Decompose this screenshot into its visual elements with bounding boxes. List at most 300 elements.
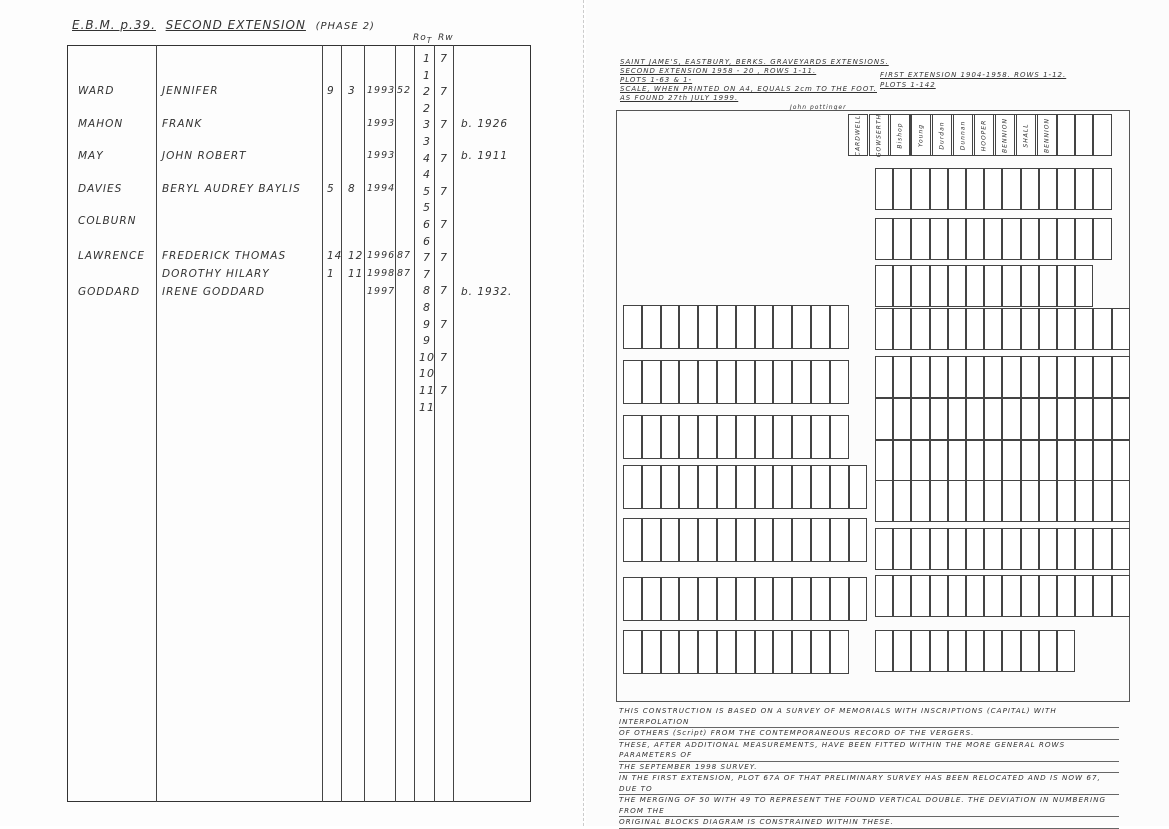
plot <box>984 265 1002 307</box>
entry-col-a: 5 <box>327 183 335 195</box>
entry-col-b: 8 <box>348 183 356 195</box>
plot <box>1112 356 1130 398</box>
plot <box>1075 356 1093 398</box>
plot <box>1093 398 1111 440</box>
plot <box>1093 528 1111 570</box>
plot <box>1112 480 1130 522</box>
entry-surname: WARD <box>78 85 115 97</box>
plot <box>830 305 849 349</box>
row-mark: 7 <box>440 184 448 198</box>
plot <box>984 168 1002 210</box>
row-mark: 7 <box>440 350 448 364</box>
entry-col-a: 9 <box>327 85 335 97</box>
footnote-line: THIS CONSTRUCTION IS BASED ON A SURVEY OF MEMORIALS WITH INSCRIPTIONS (CAPITAL) WITH INTERPOLATION <box>619 706 1119 728</box>
plot <box>679 305 698 349</box>
plan-header-line: John pottinger <box>790 104 847 111</box>
plot <box>966 398 984 440</box>
plot <box>893 168 911 210</box>
plot <box>966 528 984 570</box>
plot <box>948 356 966 398</box>
plot <box>948 398 966 440</box>
plot <box>1057 440 1075 482</box>
plot <box>773 360 792 404</box>
plot <box>966 168 984 210</box>
plot <box>792 518 811 562</box>
plot <box>736 518 755 562</box>
plot <box>717 630 736 674</box>
plot <box>830 465 849 509</box>
entry-col-a: 14 <box>327 250 343 262</box>
plot <box>811 577 830 621</box>
plot <box>642 630 661 674</box>
plot <box>1112 398 1130 440</box>
plot <box>1093 440 1111 482</box>
plot <box>623 305 642 349</box>
plot <box>830 360 849 404</box>
plan-header-line: PLOTS 1-63 & 1- <box>620 76 693 84</box>
plot <box>1057 480 1075 522</box>
plot <box>698 360 717 404</box>
plot <box>1093 356 1111 398</box>
plot <box>792 577 811 621</box>
ledger-phase: (PHASE 2) <box>315 21 375 32</box>
plot <box>1057 308 1075 350</box>
plot <box>875 398 893 440</box>
plot <box>930 168 948 210</box>
plot <box>1021 168 1039 210</box>
plot <box>811 465 830 509</box>
plot <box>984 356 1002 398</box>
column-divider <box>341 45 342 802</box>
plot <box>773 577 792 621</box>
row-number: 9 <box>423 317 431 331</box>
plot <box>1039 480 1057 522</box>
entry-forenames: DOROTHY HILARY <box>162 268 270 280</box>
plot <box>642 415 661 459</box>
row-number: 2 <box>423 101 431 115</box>
plan-footnote <box>619 706 1119 829</box>
plot <box>736 577 755 621</box>
plot <box>893 218 911 260</box>
plot <box>948 480 966 522</box>
row-number: 4 <box>423 168 431 182</box>
plot <box>1057 398 1075 440</box>
plot-name-label: GOWSERTH <box>875 113 883 158</box>
plot <box>773 465 792 509</box>
ledger-reference: E.B.M. p.39. <box>72 18 156 32</box>
plot <box>679 630 698 674</box>
entry-forenames: IRENE GODDARD <box>162 286 265 298</box>
plot <box>911 575 929 617</box>
row-number: 1 <box>423 52 431 65</box>
plot <box>642 360 661 404</box>
plot <box>930 218 948 260</box>
footnote-line: OF OTHERS (Script) FROM THE CONTEMPORANEOUS RECORD OF THE VERGERS. <box>619 728 1119 740</box>
entry-surname: COLBURN <box>78 215 137 227</box>
ledger-heading: SECOND EXTENSION <box>165 18 306 32</box>
row-number: 11 <box>419 400 435 414</box>
plot <box>773 518 792 562</box>
entry-year: 1993 <box>367 118 396 129</box>
plot <box>1112 440 1130 482</box>
plot <box>1093 575 1111 617</box>
plot <box>1002 630 1020 672</box>
plot <box>948 218 966 260</box>
plot <box>966 265 984 307</box>
plot <box>1057 265 1075 307</box>
column-divider <box>156 45 157 802</box>
entry-forenames: FREDERICK THOMAS <box>162 250 287 262</box>
plot <box>755 577 774 621</box>
plot <box>661 630 680 674</box>
plot <box>755 415 774 459</box>
plot <box>1039 265 1057 307</box>
plot <box>948 575 966 617</box>
plot <box>1075 265 1093 307</box>
plot <box>1075 398 1093 440</box>
row-number: 8 <box>423 301 431 314</box>
plot <box>930 480 948 522</box>
entry-forenames: JOHN ROBERT <box>162 150 247 162</box>
plot <box>679 360 698 404</box>
plot <box>642 305 661 349</box>
plot <box>736 360 755 404</box>
plot <box>1075 528 1093 570</box>
plot <box>966 356 984 398</box>
entry-surname: GODDARD <box>78 286 141 298</box>
plot <box>1093 114 1111 156</box>
footnote-line: THE SEPTEMBER 1998 SURVEY. <box>619 762 1119 774</box>
plot <box>930 265 948 307</box>
plot <box>911 398 929 440</box>
plot-name-label: Durdan <box>938 121 946 150</box>
plot <box>698 630 717 674</box>
plot <box>792 305 811 349</box>
plot <box>966 575 984 617</box>
entry-forenames: JENNIFER <box>162 85 219 97</box>
entry-year: 1997 <box>367 286 396 297</box>
plot <box>893 480 911 522</box>
row-number: 6 <box>423 234 431 248</box>
plot <box>930 630 948 672</box>
plot <box>1075 218 1093 260</box>
row-number: 5 <box>423 184 431 198</box>
plot <box>1075 440 1093 482</box>
plot <box>911 168 929 210</box>
plot <box>893 308 911 350</box>
column-divider <box>414 45 415 802</box>
plot <box>1093 218 1111 260</box>
footnote-line: THESE, AFTER ADDITIONAL MEASUREMENTS, HAVE BEEN FITTED WITHIN THE MORE GENERAL ROWS PARAMETERS OF <box>619 740 1119 762</box>
entry-year: 1998 <box>367 268 396 279</box>
plot <box>893 630 911 672</box>
plan-header-line: SAINT JAME'S, EASTBURY, BERKS. GRAVEYARDS EXTENSIONS. <box>620 58 889 66</box>
plot <box>1002 308 1020 350</box>
row-mark: 7 <box>440 52 448 65</box>
plot <box>948 528 966 570</box>
plot <box>773 415 792 459</box>
row-number: 1 <box>423 68 431 82</box>
plot <box>1002 440 1020 482</box>
plot <box>679 415 698 459</box>
plot-name-label: Dunnan <box>959 120 967 151</box>
plot <box>679 518 698 562</box>
plot <box>642 465 661 509</box>
row-mark: 7 <box>440 317 448 331</box>
plot <box>830 518 849 562</box>
plot <box>1002 480 1020 522</box>
row-number: 3 <box>423 135 431 148</box>
plot <box>1021 528 1039 570</box>
plot <box>984 308 1002 350</box>
plot <box>830 415 849 459</box>
plot <box>1057 114 1075 156</box>
row-number: 8 <box>423 284 431 298</box>
column-divider <box>364 45 365 802</box>
plot <box>911 440 929 482</box>
plot <box>1075 575 1093 617</box>
plot <box>930 528 948 570</box>
plot <box>661 577 680 621</box>
plan-header-line: AS FOUND 27th JULY 1999. <box>620 94 739 102</box>
ledger-title <box>72 18 375 32</box>
entry-surname: DAVIES <box>78 183 123 195</box>
plot <box>1112 528 1130 570</box>
plot <box>875 480 893 522</box>
entry-col-b: 12 <box>348 250 364 262</box>
plot <box>1057 528 1075 570</box>
plot <box>811 415 830 459</box>
plot <box>755 518 774 562</box>
plot <box>875 356 893 398</box>
plot <box>875 308 893 350</box>
entry-col-a: 1 <box>327 268 335 280</box>
plot <box>679 577 698 621</box>
column-divider <box>322 45 323 802</box>
plot <box>773 630 792 674</box>
entry-year: 1993 <box>367 85 396 96</box>
plot <box>893 528 911 570</box>
entry-note: b. 1911 <box>461 150 509 162</box>
plot <box>755 630 774 674</box>
plot <box>623 465 642 509</box>
plot <box>736 630 755 674</box>
plot <box>717 305 736 349</box>
plot <box>1039 356 1057 398</box>
plot <box>1057 575 1075 617</box>
entry-surname: MAHON <box>78 118 124 130</box>
plot <box>948 630 966 672</box>
plot <box>717 415 736 459</box>
plot <box>736 305 755 349</box>
entry-year: 1996 <box>367 250 396 261</box>
plot <box>966 480 984 522</box>
plot <box>623 415 642 459</box>
plan-header-line: SECOND EXTENSION 1958 - 20 , ROWS 1-11. <box>620 67 817 75</box>
plot <box>1112 575 1130 617</box>
plot <box>623 577 642 621</box>
plot <box>1093 480 1111 522</box>
row-mark: 7 <box>440 384 448 397</box>
plot <box>773 305 792 349</box>
plot <box>1039 575 1057 617</box>
first-extension-line: PLOTS 1-142 <box>880 81 936 89</box>
plot <box>930 575 948 617</box>
entry-year: 1994 <box>367 183 396 194</box>
plot <box>911 265 929 307</box>
entry-surname: MAY <box>78 150 104 162</box>
plot-name-label: BENNION <box>1001 118 1009 153</box>
plot <box>948 308 966 350</box>
plot <box>948 440 966 482</box>
row-mark: 7 <box>440 118 448 132</box>
plot <box>930 398 948 440</box>
plot <box>984 218 1002 260</box>
entry-note: b. 1932. <box>461 286 513 298</box>
plot-name-label: CARDWELL <box>854 114 862 157</box>
plot <box>661 518 680 562</box>
plot <box>1057 168 1075 210</box>
plot <box>893 356 911 398</box>
plot <box>1021 356 1039 398</box>
plot <box>698 465 717 509</box>
plot <box>1021 218 1039 260</box>
plot <box>893 575 911 617</box>
plot <box>736 415 755 459</box>
plot <box>911 308 929 350</box>
plot <box>966 630 984 672</box>
row-number: 7 <box>423 267 431 281</box>
plot <box>811 518 830 562</box>
entry-forenames: FRANK <box>162 118 203 130</box>
plot <box>1021 575 1039 617</box>
footnote-line: ORIGINAL BLOCKS DIAGRAM IS CONSTRAINED WITHIN THESE. <box>619 817 1119 829</box>
plot <box>1039 630 1057 672</box>
plot <box>755 360 774 404</box>
row-number: 2 <box>423 85 431 99</box>
plot <box>1075 114 1093 156</box>
plot <box>893 440 911 482</box>
column-divider <box>434 45 435 802</box>
plot <box>830 577 849 621</box>
plot <box>1002 265 1020 307</box>
plot <box>984 440 1002 482</box>
plot <box>1021 630 1039 672</box>
plot <box>984 630 1002 672</box>
plot <box>893 265 911 307</box>
footnote-line: IN THE FIRST EXTENSION, PLOT 67A OF THAT PRELIMINARY SURVEY HAS BEEN RELOCATED AND IS NOW 67, DUE TO <box>619 773 1119 795</box>
plot <box>911 218 929 260</box>
plot <box>1057 630 1075 672</box>
plot <box>755 465 774 509</box>
row-number: 3 <box>423 118 431 132</box>
plot <box>1039 308 1057 350</box>
row-mark: 7 <box>440 251 448 265</box>
plot <box>623 630 642 674</box>
plot <box>930 356 948 398</box>
plot <box>1021 265 1039 307</box>
plot <box>642 518 661 562</box>
plot-name-label: Bishop <box>896 122 904 149</box>
plot <box>811 305 830 349</box>
plot <box>623 518 642 562</box>
column-divider <box>453 45 454 802</box>
plot <box>966 308 984 350</box>
plot <box>1039 528 1057 570</box>
plot <box>642 577 661 621</box>
plot <box>679 465 698 509</box>
footnote-line: THE MERGING OF 50 WITH 49 TO REPRESENT THE FOUND VERTICAL DOUBLE. THE DEVIATION IN NUMBERING FROM THE <box>619 795 1119 817</box>
plot <box>1002 528 1020 570</box>
entry-forenames: BERYL AUDREY BAYLIS <box>162 183 301 195</box>
plot <box>698 518 717 562</box>
plot <box>698 305 717 349</box>
first-extension-line: FIRST EXTENSION 1904-1958. ROWS 1-12. <box>880 71 1067 79</box>
plot <box>1002 218 1020 260</box>
plot <box>661 360 680 404</box>
plot <box>1002 398 1020 440</box>
plot <box>1075 480 1093 522</box>
plot <box>1021 480 1039 522</box>
plot <box>948 265 966 307</box>
row-number: 5 <box>423 201 431 215</box>
row-number: 6 <box>423 218 431 231</box>
plot <box>1039 398 1057 440</box>
plot <box>875 575 893 617</box>
plot <box>984 480 1002 522</box>
plot <box>1002 168 1020 210</box>
row-mark: 7 <box>440 218 448 231</box>
plot <box>911 528 929 570</box>
plot-name-label: SHALL <box>1022 123 1030 148</box>
entry-surname: LAWRENCE <box>78 250 145 262</box>
row-number: 10 <box>419 350 435 364</box>
plot <box>1112 308 1130 350</box>
plot <box>875 440 893 482</box>
plot <box>661 415 680 459</box>
entry-note: b. 1926 <box>461 118 509 130</box>
plot <box>1021 308 1039 350</box>
plot <box>849 577 868 621</box>
plot <box>1075 308 1093 350</box>
entry-col-c: 52 <box>397 85 412 96</box>
plot <box>1021 398 1039 440</box>
plot <box>875 218 893 260</box>
plot <box>930 308 948 350</box>
plot <box>1039 218 1057 260</box>
row-number: 9 <box>423 334 431 348</box>
plot <box>911 630 929 672</box>
plot <box>661 305 680 349</box>
row-mark: 7 <box>440 85 448 99</box>
plot <box>966 218 984 260</box>
plot <box>736 465 755 509</box>
plot <box>792 360 811 404</box>
row-number: 7 <box>423 251 431 265</box>
plot <box>755 305 774 349</box>
plot <box>875 528 893 570</box>
plot <box>984 398 1002 440</box>
plan-header-line: SCALE, WHEN PRINTED ON A4, EQUALS 2cm TO THE FOOT. <box>620 85 877 93</box>
entry-year: 1993 <box>367 150 396 161</box>
column-header-row: $Ro_T$ <box>413 33 433 45</box>
plot <box>717 577 736 621</box>
plot-name-label: HOOPER <box>980 119 988 152</box>
entry-col-b: 3 <box>348 85 356 97</box>
plot <box>661 465 680 509</box>
plot <box>911 480 929 522</box>
row-mark: 7 <box>440 284 448 298</box>
